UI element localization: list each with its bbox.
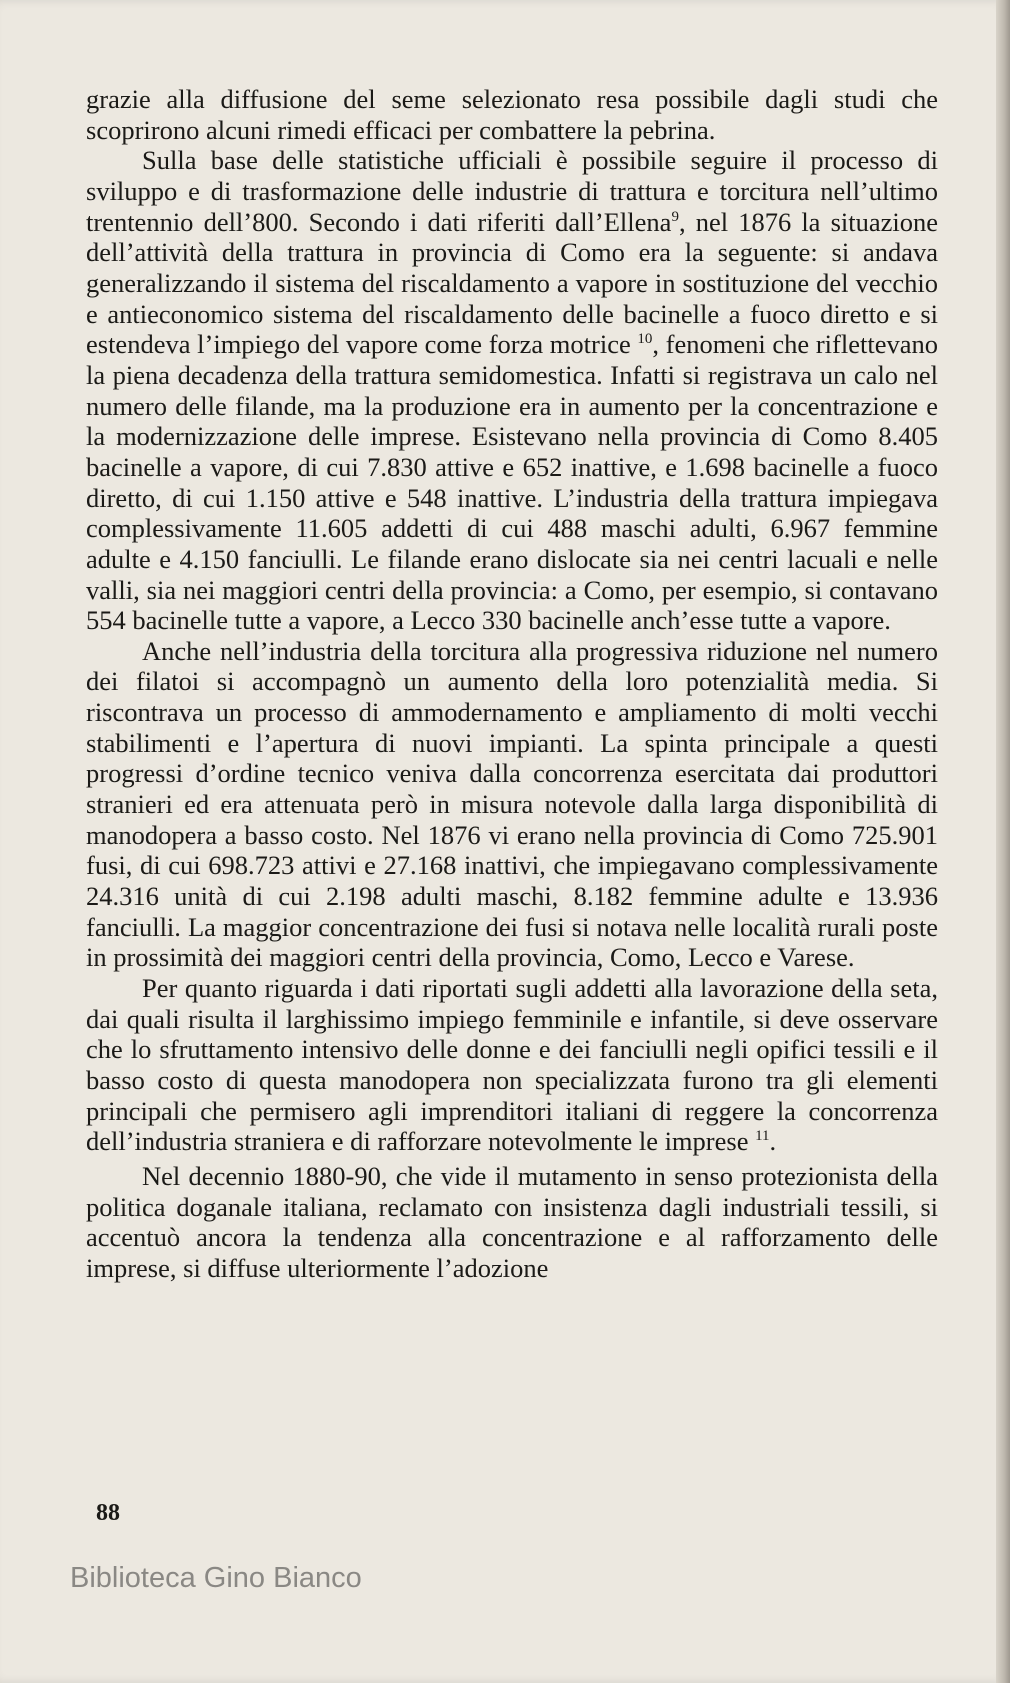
paragraph <box>86 1161 938 1284</box>
text-run: Anche nell’industria della torcitura alla progressiva riduzione nel numero dei filatoi si accompagnò un aumento della loro potenzialità media. Si riscontrava un processo di ammodernamento e ampliamento di molti vecchi stabilimenti e l’apertura di nuovi impianti. La spinta principale a questi progressi d’ordine tecnico veniva dalla concorrenza esercitata dai produttori stranieri ed era attenuata però in misura notevole dalla larga disponibilità di manodopera a basso costo. Nel 1876 vi erano nella provincia di Como 725.901 fusi, di cui 698.723 attivi e 27.168 inattivi, che impiegavano complessivamente 24.316 unità di cui 2.198 adulti maschi, 8.182 femmine adulte e 13.936 fanciulli. La maggior concentrazione dei fusi si notava nelle località rurali poste in prossimità dei maggiori centri della provincia, Como, Lecco e Varese. <box>86 635 938 973</box>
text-run: grazie alla diffusione del seme selezionato resa possibile dagli studi che scoprirono alcuni rimedi efficaci per combattere la pebrina. <box>86 84 938 145</box>
paragraph <box>86 973 938 1157</box>
text-run: . <box>769 1126 777 1157</box>
page-edge <box>996 0 1010 1683</box>
text-run: Per quanto riguarda i dati riportati sugli addetti alla lavorazione della seta, dai quali risulta il larghissimo impiego femminile e infantile, si deve osservare che lo sfruttamento intensivo delle donne e dei fanciulli negli opifici tessili e il basso costo di questa manodopera non specializzata furono tra gli elementi principali che permisero agli imprenditori italiani di reggere la concorrenza dell’industria straniera e di rafforzare notevolmente le imprese <box>86 973 938 1157</box>
page-number: 88 <box>96 1500 120 1526</box>
text-run: Sulla base delle statistiche ufficiali è possibile seguire il processo di sviluppo e di trasformazione delle industrie di trattura e torcitura nell’ultimo trentennio dell’800. Secondo i dati riferiti dall’Ellena <box>86 145 938 237</box>
paragraph <box>86 636 938 973</box>
footnote-ref: 9 <box>671 208 679 225</box>
text-run: Nel decennio 1880-90, che vide il mutamento in senso protezionista della politica doganale italiana, reclamato con insistenza dagli industriali tessili, si accentuò ancora la tendenza alla concentrazione e al rafforzamento delle imprese, si diffuse ulteriormente l’adozione <box>86 1160 938 1283</box>
body-text <box>86 84 938 1284</box>
footnote-ref: 10 <box>637 331 653 348</box>
paragraph <box>86 145 938 636</box>
library-watermark: Biblioteca Gino Bianco <box>70 1562 362 1594</box>
text-run: , fenomeni che riflettevano la piena decadenza della trattura semidomestica. Infatti si registrava un calo nel numero delle filande, ma la produzione era in aumento per la concentrazione e la modernizzazione delle imprese. Esistevano nella provincia di Como 8.405 bacinelle a vapore, di cui 7.830 attive e 652 inattive, e 1.698 bacinelle a fuoco diretto, di cui 1.150 attive e 548 inattive. L’industria della trattura impiegava complessivamente 11.605 addetti di cui 488 maschi adulti, 6.967 femmine adulte e 4.150 fanciulli. Le filande erano dislocate sia nei centri lacuali e nelle valli, sia nei maggiori centri della provincia: a Como, per esempio, si contavano 554 bacinelle tutte a vapore, a Lecco 330 bacinelle anch’esse tutte a vapore. <box>86 329 938 636</box>
text-run: , nel 1876 la situazione dell’attività della trattura in provincia di Como era la seguente: si andava generalizzando il sistema del riscaldamento a vapore in sostituzione del vecchio e antieconomico sistema del riscaldamento delle bacinelle a fuoco diretto e si estendeva l’impiego del vapore come forza motrice <box>86 206 939 360</box>
paragraph <box>86 84 938 145</box>
footnote-ref: 11 <box>755 1128 770 1145</box>
